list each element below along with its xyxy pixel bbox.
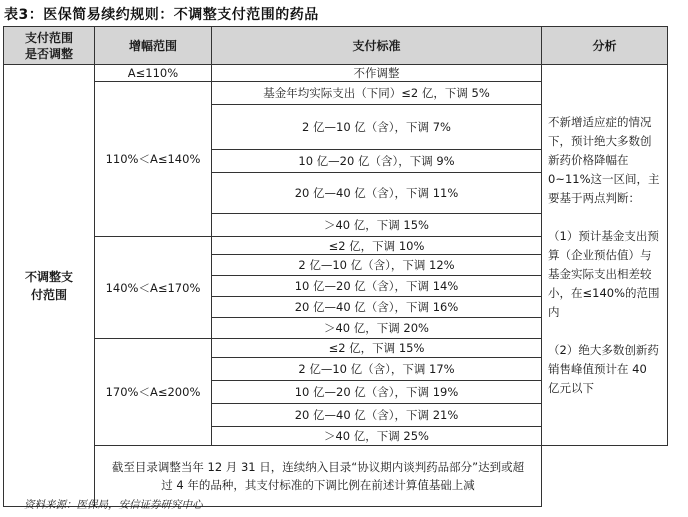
- analysis-paragraph-1: 不新增适应症的情况下，预计绝大多数创新药价格降幅在 0~11%这一区间，主要基于两点判断：: [548, 114, 660, 205]
- standard-cell: 20 亿—40 亿（含），下调 16%: [212, 297, 542, 318]
- analysis-paragraph-3: （2）绝大多数创新药销售峰值预计在 40 亿元以下: [548, 342, 659, 395]
- table-title: 表3：医保简易续约规则：不调整支付范围的药品: [4, 7, 319, 23]
- standard-cell: 基金年均实际支出（下同）≤2 亿，下调 5%: [212, 82, 542, 105]
- standard-cell: 2 亿—10 亿（含），下调 12%: [212, 255, 542, 276]
- note-cell: 截至目录调整当年 12 月 31 日，连续纳入目录“协议期内谈判药品部分”达到或超过 4 年的品种，其支付标准的下调比例在前述计算值基础上减: [95, 446, 542, 507]
- standard-cell: 10 亿—20 亿（含），下调 14%: [212, 276, 542, 297]
- standard-cell: ＞40 亿，下调 15%: [212, 214, 542, 237]
- standard-cell: 10 亿—20 亿（含），下调 19%: [212, 381, 542, 404]
- analysis-cell: [542, 65, 668, 446]
- standard-cell: 不作调整: [212, 65, 542, 82]
- standard-cell: 20 亿—40 亿（含），下调 11%: [212, 173, 542, 214]
- table-row: [4, 65, 668, 82]
- increase-cell: A≤110%: [95, 65, 212, 82]
- header-scope: 支付范围 是否调整: [4, 27, 95, 65]
- header-standard: 支付标准: [212, 27, 542, 65]
- standard-cell: ≤2 亿，下调 10%: [212, 237, 542, 255]
- scope-cell: 不调整支 付范围: [4, 65, 95, 507]
- header-increase: 增幅范围: [95, 27, 212, 65]
- standard-cell: 2 亿—10 亿（含），下调 17%: [212, 358, 542, 381]
- header-analysis: 分析: [542, 27, 668, 65]
- standard-cell: 2 亿—10 亿（含），下调 7%: [212, 105, 542, 150]
- renewal-rules-table: [3, 26, 668, 507]
- standard-cell: ≤2 亿，下调 15%: [212, 339, 542, 358]
- increase-cell: 170%＜A≤200%: [95, 339, 212, 446]
- header-row: [4, 27, 668, 65]
- source-note: 资料来源：医保局，安信证券研究中心: [24, 499, 203, 511]
- increase-cell: 140%＜A≤170%: [95, 237, 212, 339]
- standard-cell: 20 亿—40 亿（含），下调 21%: [212, 404, 542, 427]
- standard-cell: ＞40 亿，下调 25%: [212, 427, 542, 446]
- standard-cell: 10 亿—20 亿（含），下调 9%: [212, 150, 542, 173]
- standard-cell: ＞40 亿，下调 20%: [212, 318, 542, 339]
- increase-cell: 110%＜A≤140%: [95, 82, 212, 237]
- analysis-paragraph-2: （1）预计基金支出预算（企业预估值）与基金实际支出相差较小，在≤140%的范围内: [548, 228, 660, 319]
